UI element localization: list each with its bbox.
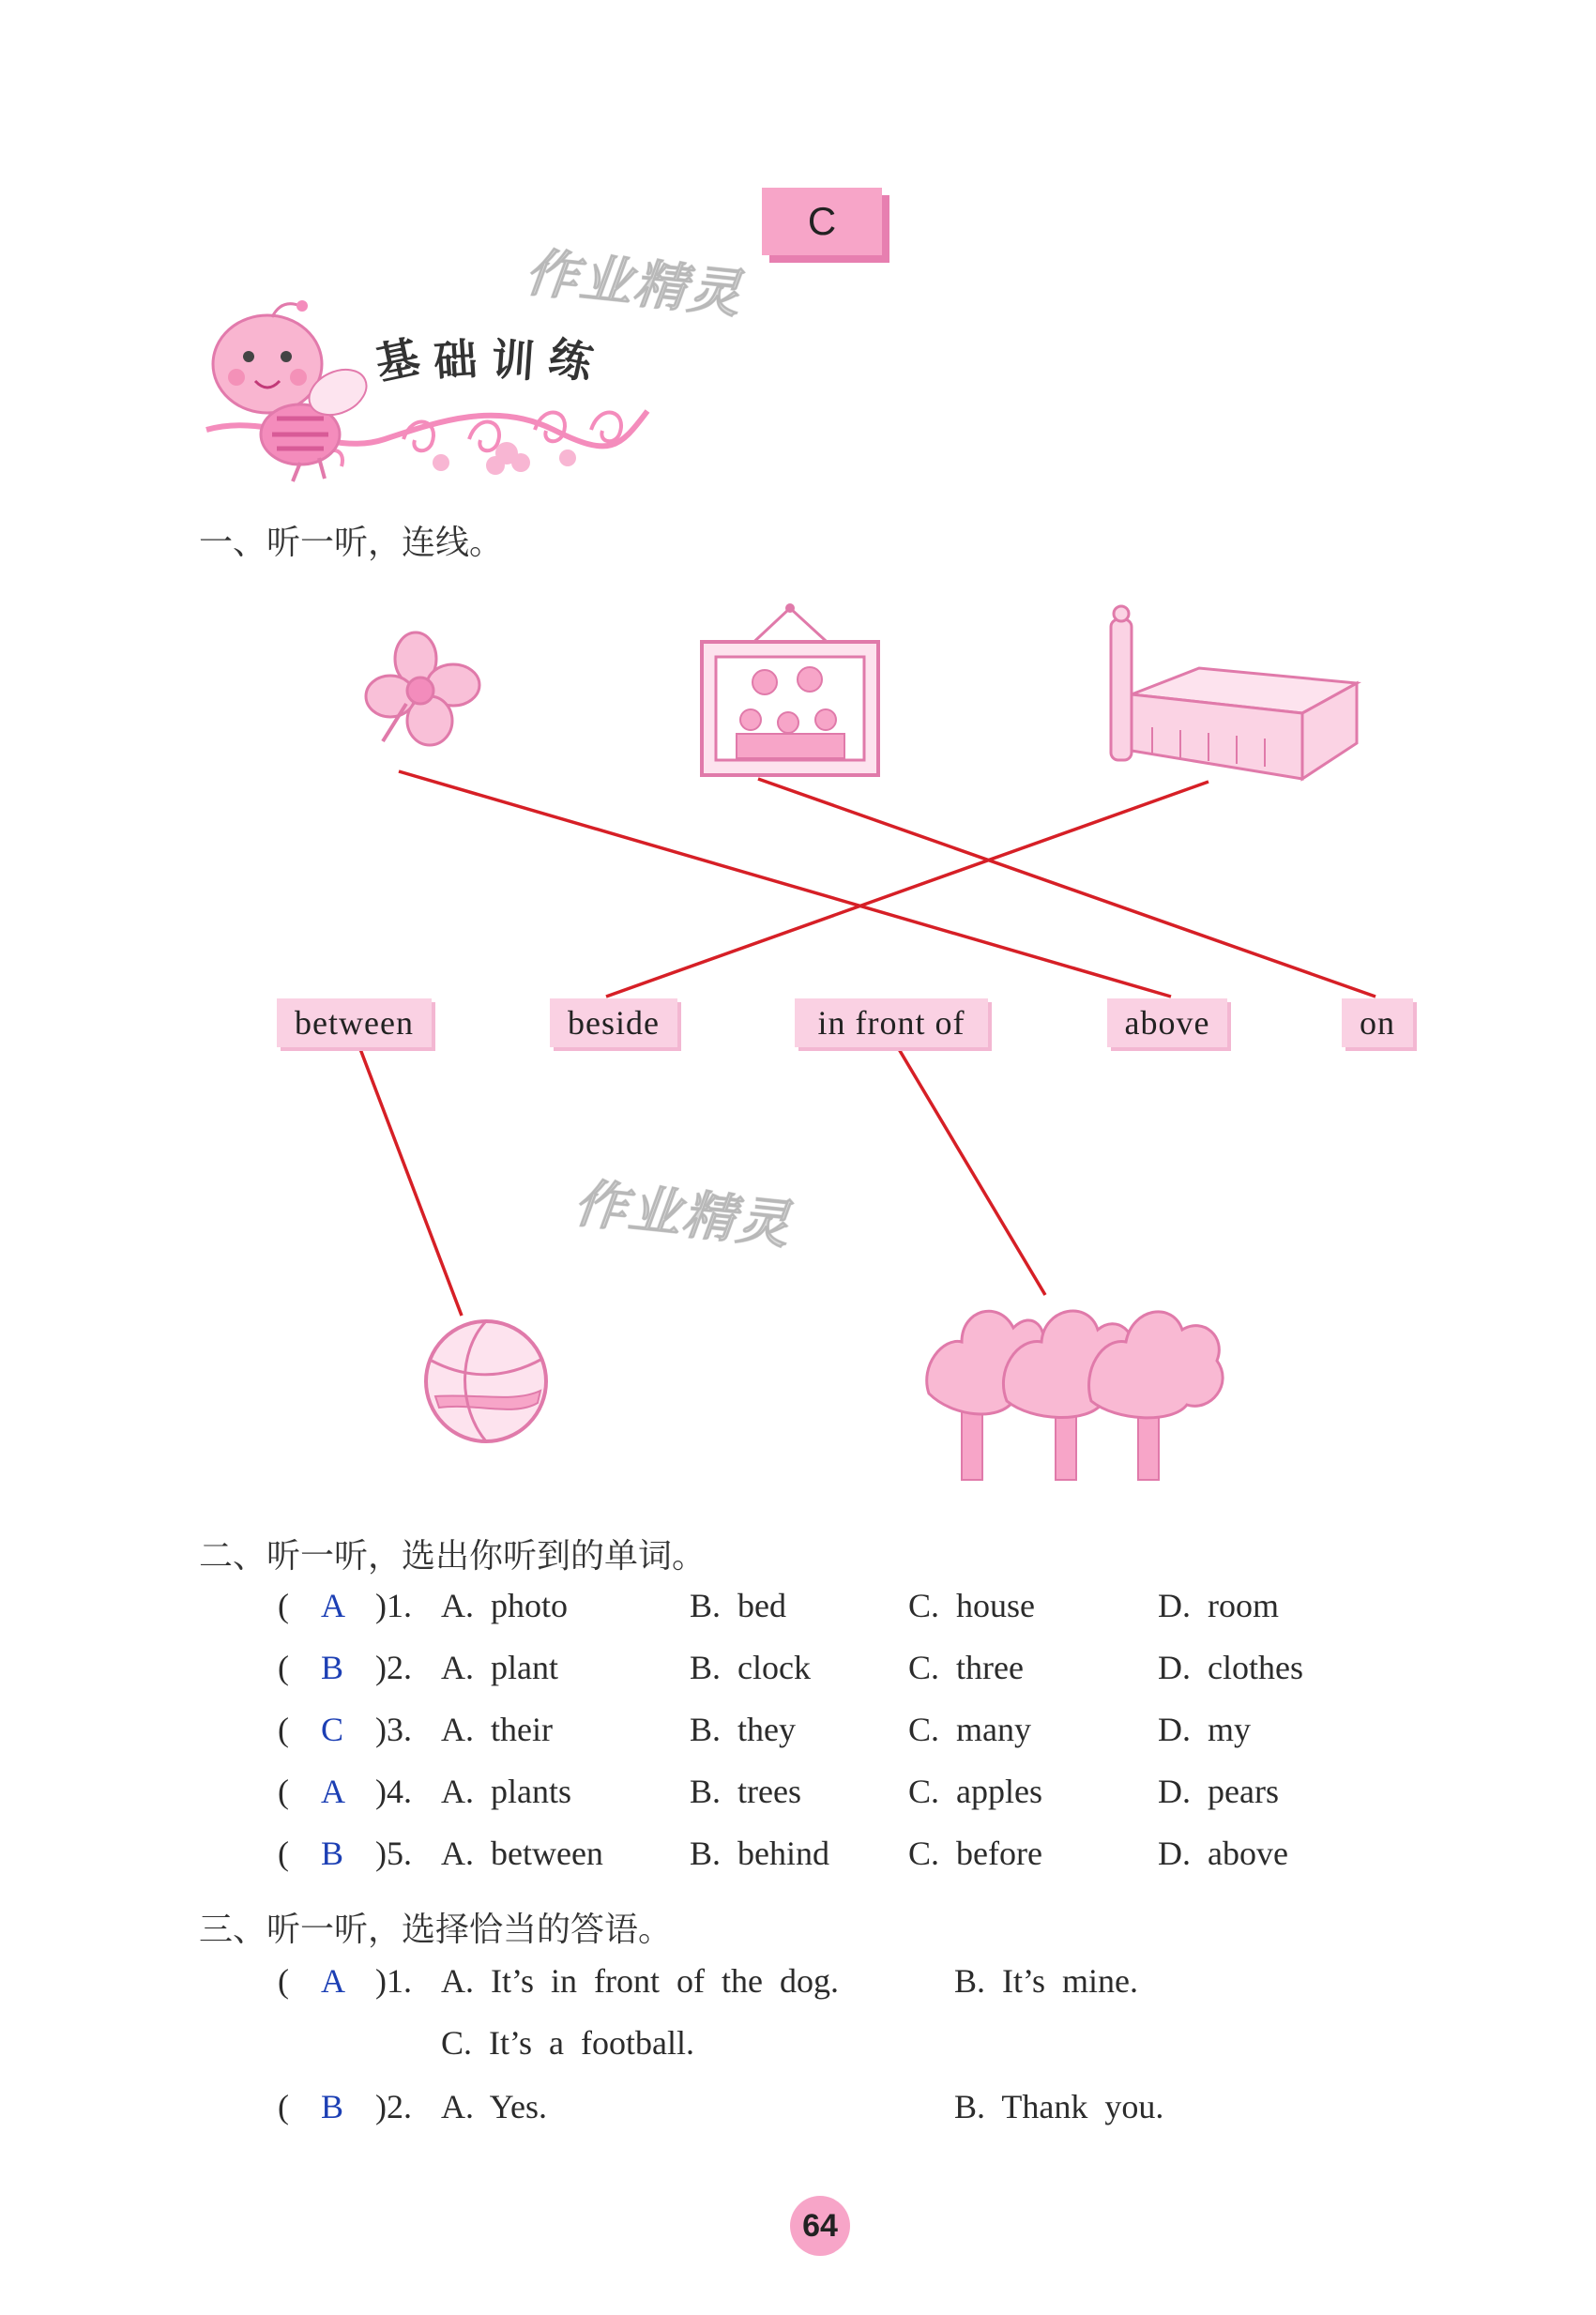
question-row: ( C )3. A. their B. they C. many D. my bbox=[278, 1711, 1251, 1748]
section-2-heading: 二、听一听，选出你听到的单词。 bbox=[199, 1537, 707, 1576]
line-between-ball bbox=[360, 1049, 462, 1316]
word-box-above: above bbox=[1107, 998, 1227, 1047]
question-row: ( A )1. A. It’s in front of the dog. B. It’s mine. bbox=[278, 1962, 1138, 2000]
option-a: A. Yes. bbox=[441, 2088, 548, 2125]
answer-letter: C bbox=[321, 1711, 344, 1748]
banner-char: 础 bbox=[432, 333, 479, 388]
option-d: D. above bbox=[1158, 1835, 1288, 1872]
option-c: C. apples bbox=[908, 1773, 1042, 1810]
option-a: A. photo bbox=[441, 1587, 568, 1624]
option-a: A. their bbox=[441, 1711, 553, 1748]
option-b: B. trees bbox=[690, 1773, 801, 1810]
option-d: D. clothes bbox=[1158, 1649, 1303, 1686]
option-b: B. Thank you. bbox=[954, 2088, 1164, 2125]
line-flower-above bbox=[399, 771, 1171, 997]
bed-icon bbox=[1105, 601, 1363, 784]
option-a: A. plant bbox=[441, 1649, 558, 1686]
option-b: B. bed bbox=[690, 1587, 786, 1624]
question-row: ( A )1. A. photo B. bed C. house D. room bbox=[278, 1587, 1279, 1624]
option-d: D. my bbox=[1158, 1711, 1251, 1748]
unit-tag: C bbox=[762, 188, 882, 255]
question-row: ( B )2. A. Yes. B. Thank you. bbox=[278, 2088, 1164, 2125]
page-number: 64 bbox=[790, 2196, 850, 2256]
answer-letter: B bbox=[321, 2088, 344, 2125]
question-row: ( A )4. A. plants B. trees C. apples D. pears bbox=[278, 1773, 1279, 1810]
option-b: B. It’s mine. bbox=[954, 1962, 1138, 2000]
question-number: )5. bbox=[375, 1835, 412, 1872]
trees-icon bbox=[924, 1290, 1234, 1483]
line-bed-beside bbox=[606, 782, 1208, 997]
question-row: ( B )2. A. plant B. clock C. three D. clothes bbox=[278, 1649, 1303, 1686]
question-number: )2. bbox=[375, 2088, 412, 2125]
banner-char: 基 bbox=[371, 330, 424, 390]
watermark: 作业精灵 bbox=[570, 1173, 795, 1256]
option-c: C. It’s a football. bbox=[441, 2024, 694, 2062]
answer-letter: B bbox=[321, 1835, 344, 1872]
option-a: A. between bbox=[441, 1835, 603, 1872]
question-number: )4. bbox=[375, 1773, 412, 1810]
question-number: )1. bbox=[375, 1962, 412, 2000]
line-infrontof-trees bbox=[899, 1049, 1045, 1295]
family-photo-icon bbox=[699, 602, 882, 781]
question-number: )3. bbox=[375, 1711, 412, 1748]
answer-letter: B bbox=[321, 1649, 344, 1686]
section-3-heading: 三、听一听，选择恰当的答语。 bbox=[199, 1911, 673, 1949]
option-b: B. clock bbox=[690, 1649, 811, 1686]
flower-icon bbox=[355, 629, 495, 751]
question-row bbox=[0, 2023, 1596, 2076]
answer-letter: A bbox=[321, 1587, 345, 1624]
option-a: A. plants bbox=[441, 1773, 571, 1810]
option-a: A. It’s in front of the dog. bbox=[441, 1962, 839, 2000]
option-c: C. house bbox=[908, 1587, 1035, 1624]
question-number: )2. bbox=[375, 1649, 412, 1686]
answer-letter: A bbox=[321, 1773, 345, 1810]
option-d: D. pears bbox=[1158, 1773, 1279, 1810]
option-c: C. many bbox=[908, 1711, 1031, 1748]
option-c: C. three bbox=[908, 1649, 1024, 1686]
banner-char: 练 bbox=[544, 330, 598, 390]
question-number: )1. bbox=[375, 1587, 412, 1624]
question-row: ( B )5. A. between B. behind C. before D. above bbox=[278, 1835, 1288, 1872]
banner-char: 训 bbox=[489, 333, 537, 388]
word-box-between: between bbox=[277, 998, 432, 1047]
answer-letter: A bbox=[321, 1962, 345, 2000]
line-photo-on bbox=[758, 779, 1376, 997]
option-b: B. behind bbox=[690, 1835, 829, 1872]
banner-title bbox=[371, 327, 598, 390]
section-1-heading: 一、听一听，连线。 bbox=[199, 524, 504, 562]
word-box-on: on bbox=[1342, 998, 1413, 1047]
watermark: 作业精灵 bbox=[522, 242, 746, 326]
ball-icon bbox=[420, 1314, 552, 1450]
option-b: B. they bbox=[690, 1711, 796, 1748]
word-box-beside: beside bbox=[550, 998, 677, 1047]
word-box-in-front-of: in front of bbox=[795, 998, 988, 1047]
option-c: C. before bbox=[908, 1835, 1042, 1872]
option-d: D. room bbox=[1158, 1587, 1279, 1624]
